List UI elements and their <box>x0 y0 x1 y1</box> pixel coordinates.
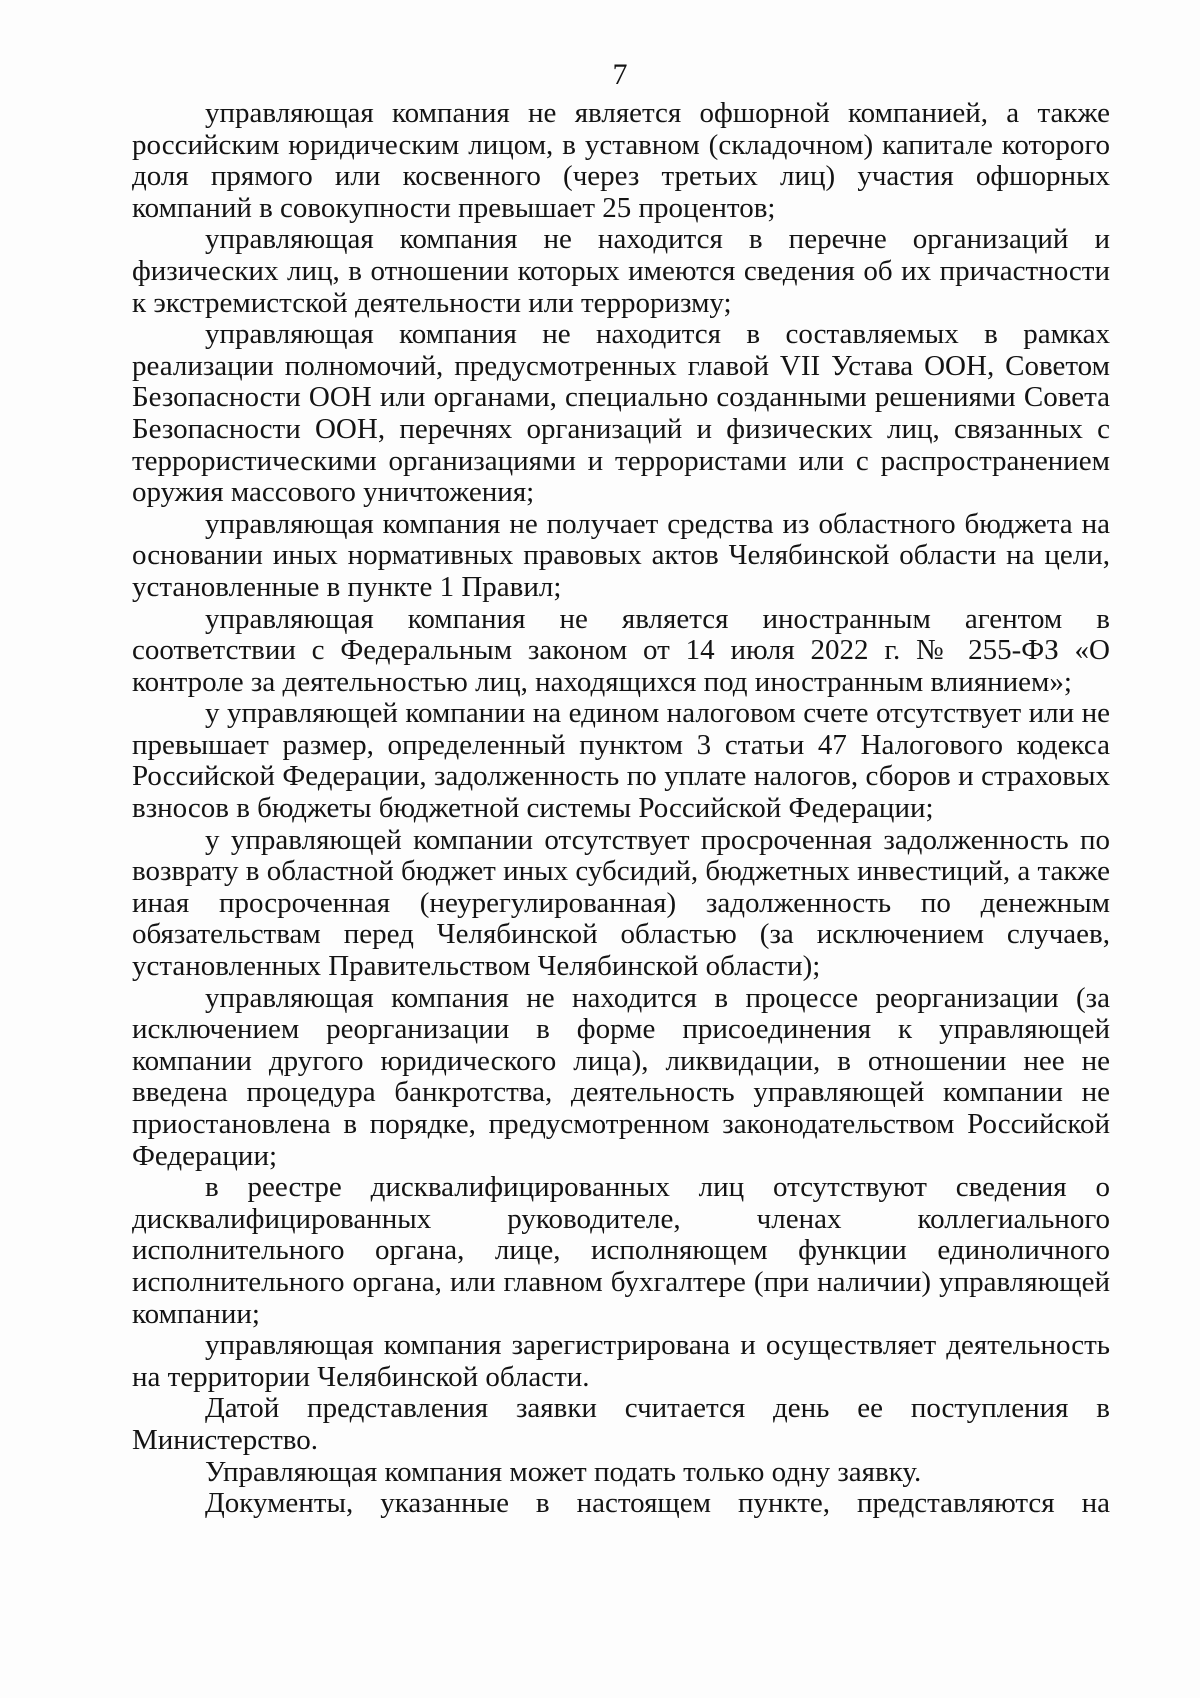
paragraph-tax-debt: у управляющей компании на едином налоговом счете отсутствует или не превышает размер, определенный пунктом 3 статьи 47 Налогового кодекса Российской Федерации, задолженность по уплате налогов, сборов и страховых взносов в бюджеты бюджетной системы Российской Федерации; <box>132 697 1110 825</box>
paragraph-one-application: Управляющая компания может подать только одну заявку. <box>205 1455 922 1488</box>
paragraph-foreign-agent: управляющая компания не является иностранным агентом в соответствии с Федеральным законом от 14 июля 2022 г. № 255-ФЗ «О контроле за деятельностью лиц, находящихся под иностранным влиянием»; <box>132 602 1110 698</box>
paragraph-extremism: управляющая компания не находится в перечне организаций и физических лиц, в отношении которых имеются сведения об их причастности к экстремистской деятельности или терроризму; <box>132 223 1110 319</box>
page-number: 7 <box>612 58 628 91</box>
paragraph-submission-date: Датой представления заявки считается день ее поступления в Министерство. <box>132 1392 1110 1456</box>
paragraph-regional-budget: управляющая компания не получает средства из областного бюджета на основании иных нормативных правовых актов Челябинской области на цели, установленные в пункте 1 Правил; <box>132 507 1110 603</box>
paragraph-reorganization: управляющая компания не находится в процессе реорганизации (за исключением реорганизации в форме присоединения к управляющей компании другого юридического лица), ликвидации, в отношении нее не введена процедура банкротства, деятельность управляющей компании не приостановлена в порядке, предусмотренном законодательством Российской Федерации; <box>132 981 1110 1172</box>
paragraph-overdue-debt: у управляющей компании отсутствует просроченная задолженность по возврату в областной бюджет иных субсидий, бюджетных инвестиций, а также иная просроченная (неурегулированная) задолженность по денежным обязательствам перед Челябинской областью (за исключением случаев, установленных Правительством Челябинской области); <box>132 823 1110 983</box>
paragraph-offshore: управляющая компания не является офшорной компанией, а также российским юридическим лицом, в уставном (складочном) капитале которого доля прямого или косвенного (через третьих лиц) участия офшорных компаний в совокупности превышает 25 процентов; <box>132 97 1110 224</box>
paragraph-documents: Документы, указанные в настоящем пункте, представляются на <box>205 1487 1110 1520</box>
paragraph-disqualified: в реестре дисквалифицированных лиц отсутствуют сведения о дисквалифицированных руководителе, членах коллегиального исполнительного органа, лице, исполняющем функции единоличного исполнительного органа, или главном бухгалтере (при наличии) управляющей компании; <box>132 1171 1110 1330</box>
paragraph-un-lists: управляющая компания не находится в составляемых в рамках реализации полномочий, предусмотренных главой VII Устава ООН, Советом Безопасности ООН или органами, специально созданными решениями Совета Безопасности ООН, перечнях организаций и физических лиц, связанных с террористическими организациями и террористами или с распространением оружия массового уничтожения; <box>132 318 1110 509</box>
paragraph-registration: управляющая компания зарегистрирована и осуществляет деятельность на территории Челябинской области. <box>132 1329 1110 1393</box>
document-body <box>132 98 1110 1520</box>
